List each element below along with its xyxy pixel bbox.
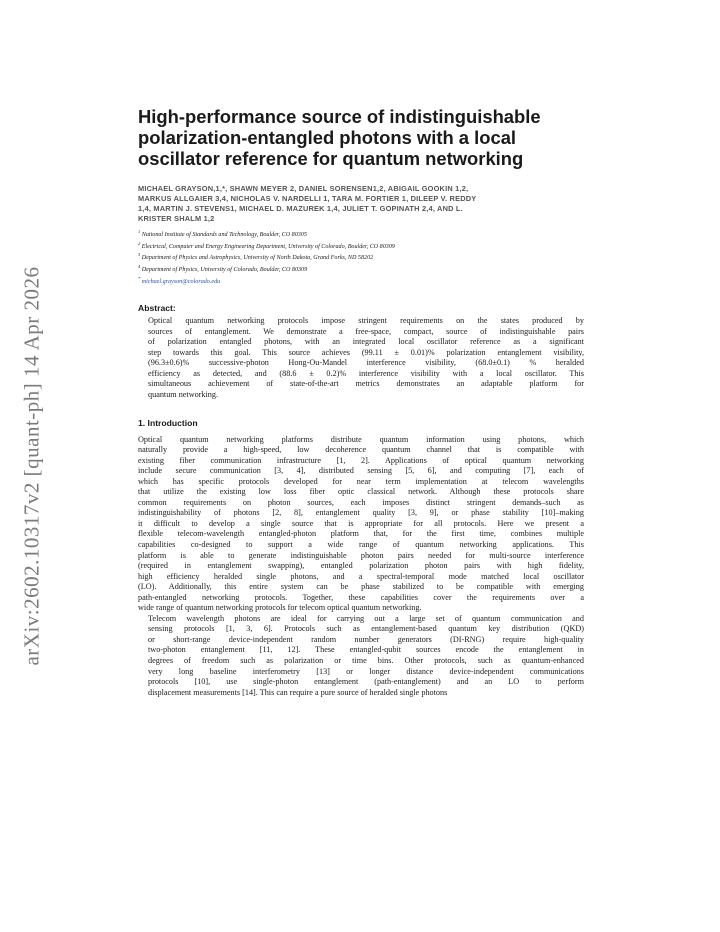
text-line: platform is able to generate indistinguishable photon pairs needed for multi-source interference	[138, 550, 584, 560]
affiliation-mark: 2	[138, 240, 141, 246]
text-line: or short-range device-independent random number generators (DI-RNG) require high-quality	[148, 634, 584, 644]
abstract-paragraph	[138, 316, 584, 400]
text-line: it difficult to develop a single source that is appropriate for all protocols. Here we present a	[138, 518, 584, 528]
affiliation-mark: *	[138, 275, 141, 281]
text-line: Telecom wavelength photons are ideal for carrying out a large set of quantum communication and	[148, 613, 584, 623]
author-line: MICHAEL GRAYSON,1,*, SHAWN MEYER 2, DANIEL SORENSEN1,2, ABIGAIL GOOKIN 1,2,	[138, 184, 469, 193]
text-line: naturally provide a high-speed, low decoherence quantum channel that is compatible with	[138, 445, 584, 455]
text-line: simultaneous achievement of state-of-the-art metrics demonstrates an adaptable platform for	[148, 379, 584, 389]
text-line: protocols [10], use single-photon entanglement (path-entanglement) and an LO to perform	[148, 677, 584, 687]
text-line: (required in entanglement swapping), entangled polarization photon pairs with high fidelity,	[138, 561, 584, 571]
text-line: sensing protocols [1, 3, 6]. Protocols such as entanglement-based quantum key distribution (QKD)	[148, 624, 584, 634]
affiliation-mark: 4	[138, 263, 141, 269]
affiliation-text: National Institute of Standards and Technology, Boulder, CO 80305	[141, 232, 307, 239]
introduction-body	[138, 435, 584, 699]
title-line: High-performance source of indistinguishable	[138, 106, 541, 127]
text-line: of polarization entangled photons, with an integrated local oscillator reference as a significant	[148, 337, 584, 347]
text-line: efficiency as detected, and (88.6 ± 0.2)% interference visibility with a local oscillator. This	[148, 368, 584, 378]
text-line: step towards this goal. This source achieves (99.11 ± 0.01)% polarization entanglement visibility,	[148, 347, 584, 357]
affiliation-line	[138, 228, 584, 240]
title-line: polarization-entangled photons with a local	[138, 127, 517, 148]
title-line: oscillator reference for quantum networking	[138, 148, 524, 169]
text-line: Optical quantum networking protocols impose stringent requirements on the states produced by	[148, 316, 584, 326]
text-line: include secure communication [3, 4], distributed sensing [5, 6], and computing [7], each of	[138, 466, 584, 476]
affiliations	[138, 228, 584, 286]
text-line: that utilize the existing low loss fiber optic classical network. Although these protocols share	[138, 487, 584, 497]
text-line: path-entangled networking protocols. Together, these capabilities cover the requirements over a	[138, 592, 584, 602]
introduction-paragraph-2	[138, 614, 584, 698]
paper-title	[138, 106, 584, 169]
text-line: quantum networking.	[148, 389, 219, 399]
affiliation-line	[138, 263, 584, 275]
author-line: KRISTER SHALM 1,2	[138, 214, 215, 223]
text-line: two-photon entanglement [11, 12]. These entangled-qubit sources encode the entanglement in	[148, 645, 584, 655]
text-line: wide range of quantum networking protocols for telecom optical quantum networking.	[138, 603, 422, 613]
abstract-heading: Abstract:	[138, 303, 176, 314]
affiliation-text: Electrical, Computer and Energy Engineering Department, University of Colorado, Boulder, CO 80309	[141, 243, 395, 250]
affiliation-text: Department of Physics and Astrophysics, University of North Dakota, Grand Forks, ND 58202	[141, 255, 374, 262]
section-heading-introduction: 1. Introduction	[138, 417, 198, 428]
text-line: very long baseline interferometry [13] or longer distance device-independent communications	[148, 666, 584, 676]
affiliation-mark: 1	[138, 229, 141, 234]
text-line: Optical quantum networking platforms distribute quantum information using photons, which	[138, 434, 584, 444]
affiliation-mark: 3	[138, 252, 141, 258]
text-line: high efficiency heralded single photons, and a spectral-temporal mode matched local oscillator	[138, 571, 584, 581]
text-line: which has specific protocols developed for near term implementation at telecom wavelengths	[138, 476, 584, 486]
text-line: sources of entanglement. We demonstrate a free-space, compact, source of indistinguishable pairs	[148, 326, 584, 336]
arxiv-identifier-text: arXiv:2602.10317v2 [quant-ph] 14 Apr 2026	[19, 266, 44, 666]
affiliation-line	[138, 251, 584, 263]
text-line: flexible telecom-wavelength entangled-photon platform that, for the first time, combines multiple	[138, 529, 584, 539]
corresponding-email-link[interactable]: michael.grayson@colorado.edu	[141, 278, 221, 285]
abstract-body	[138, 316, 584, 400]
text-line: existing fiber communication infrastructure [1, 2]. Applications of optical quantum networking	[138, 455, 584, 465]
arxiv-identifier-stamp	[0, 0, 50, 932]
text-line: displacement measurements [14]. This can require a pure source of heralded single photons	[148, 687, 448, 697]
author-line: MARKUS ALLGAIER 3,4, NICHOLAS V. NARDELLI 1, TARA M. FORTIER 1, DILEEP V. REDDY	[138, 194, 477, 203]
affiliation-text: Department of Physics, University of Colorado, Boulder, CO 80309	[141, 266, 308, 273]
text-line: capabilities co-designed to support a wide range of quantum networking applications. This	[138, 539, 584, 549]
introduction-paragraph-1	[138, 435, 584, 614]
author-line: 1,4, MARTIN J. STEVENS1, MICHAEL D. MAZUREK 1,4, JULIET T. GOPINATH 2,4, AND L.	[138, 204, 463, 213]
affiliation-line	[138, 275, 584, 287]
text-line: (96.3±0.6)% successive-photon Hong-Ou-Mandel interference visibility, (68.0±0.1) % heralded	[148, 358, 584, 368]
text-line: degrees of freedom such as polarization or time bins. Other protocols, such as quantum-enhanced	[148, 655, 584, 665]
text-line: indistinguishability of photons [2, 8], entanglement quality [3, 9], or phase stability [10]–making	[138, 508, 584, 518]
paper-page	[138, 106, 584, 698]
text-line: (LO). Additionally, this entire system can be phase stabilized to be compatible with emerging	[138, 582, 584, 592]
text-line: common requirements on photon sources, each imposes distinct stringent demands–such as	[138, 497, 584, 507]
affiliation-line	[138, 240, 584, 252]
author-list	[138, 184, 584, 224]
